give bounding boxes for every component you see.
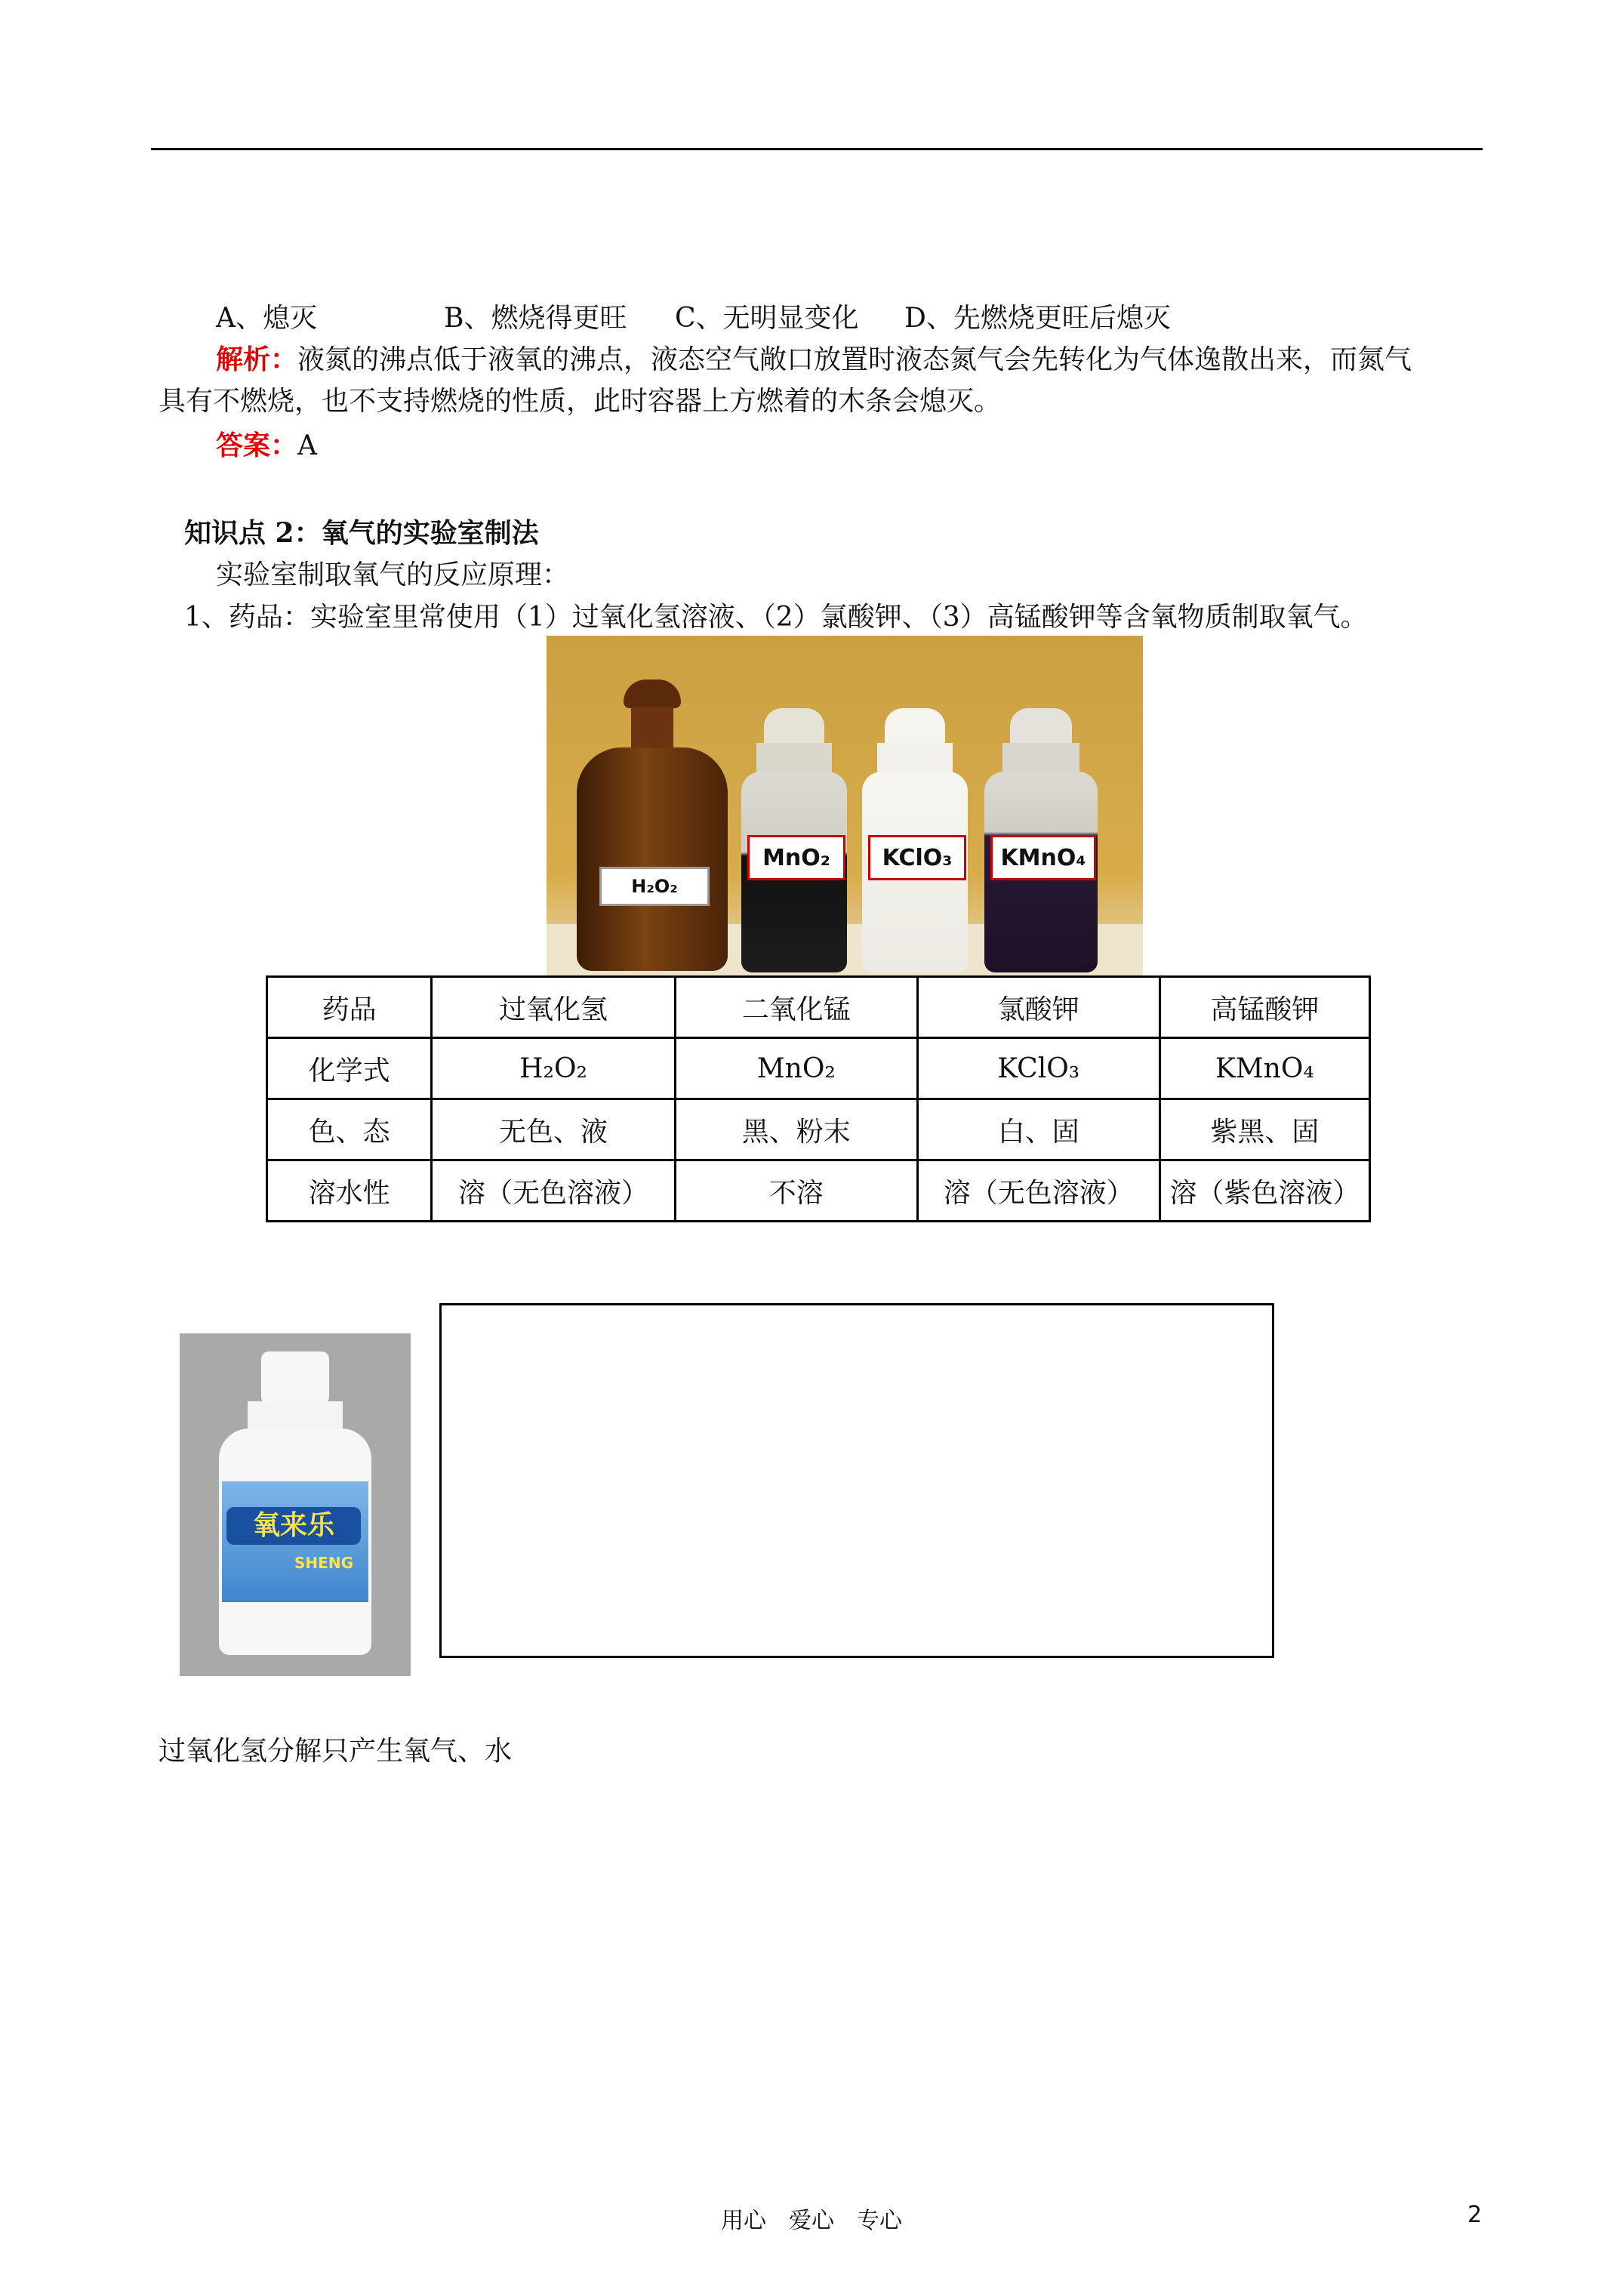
footer-motto: 用心 爱心 专心 [721, 2208, 902, 2234]
answer-value: A [297, 430, 318, 461]
empty-box [439, 1303, 1274, 1658]
option-a: A、熄灭 [216, 303, 317, 334]
table-cell: 无色、液 [432, 1099, 676, 1160]
product-brand: 氧来乐 [226, 1507, 361, 1545]
table-cell: H₂O₂ [432, 1038, 676, 1099]
table-cell: 紫黑、固 [1160, 1099, 1369, 1160]
mno2-bottle [741, 708, 847, 974]
table-cell: MnO₂ [675, 1038, 917, 1099]
table-cell: 色、态 [267, 1099, 432, 1160]
section-title: 知识点 2：氧气的实验室制法 [184, 517, 539, 549]
table-cell: 不溶 [675, 1160, 917, 1222]
item-1-line: 1、药品：实验室里常使用（1）过氧化氢溶液、（2）氯酸钾、（3）高锰酸钾等含氧物质制取氧气。 [184, 602, 1368, 633]
chemicals-table [266, 975, 1371, 1222]
table-cell: KMnO₄ [1160, 1038, 1369, 1099]
option-c: C、无明显变化 [675, 303, 859, 334]
analysis-label: 解析： [216, 344, 298, 375]
product-photo [180, 1333, 411, 1676]
table-row [267, 1038, 1370, 1099]
table-cell: 氯酸钾 [917, 977, 1160, 1038]
product-sub: SHENG [294, 1554, 353, 1572]
analysis-text-2: 具有不燃烧，也不支持燃烧的性质，此时容器上方燃着的木条会熄灭。 [159, 386, 1002, 417]
kmno4-label: KMnO₄ [990, 835, 1096, 880]
kclo3-bottle [862, 708, 968, 974]
bottle-cap [261, 1351, 329, 1404]
option-d: D、先燃烧更旺后熄灭 [904, 303, 1171, 334]
table-cell: 溶（无色溶液） [917, 1160, 1160, 1222]
conclusion-line: 过氧化氢分解只产生氧气、水 [159, 1736, 513, 1767]
table-cell: 黑、粉末 [675, 1099, 917, 1160]
table-cell: 溶（无色溶液） [432, 1160, 676, 1222]
table-cell: 过氧化氢 [432, 977, 676, 1038]
h2o2-bottle [577, 680, 728, 974]
table-cell: 溶水性 [267, 1160, 432, 1222]
bottle-neck [248, 1401, 343, 1432]
table-cell: 高锰酸钾 [1160, 977, 1369, 1038]
table-cell: 白、固 [917, 1099, 1160, 1160]
answer-line [216, 424, 317, 467]
table-row [267, 1099, 1370, 1160]
table-row [267, 1160, 1370, 1222]
page-number: 2 [1467, 2202, 1483, 2228]
kclo3-label: KClO₃ [868, 835, 966, 880]
table-cell: KClO₃ [917, 1038, 1160, 1099]
chemicals-photo [547, 636, 1143, 977]
table-cell: 二氧化锰 [675, 977, 917, 1038]
analysis-text-1: 液氮的沸点低于液氧的沸点，液态空气敞口放置时液态氮气会先转化为气体逸散出来，而氮气 [297, 344, 1412, 375]
table-cell: 药品 [267, 977, 432, 1038]
option-b: B、燃烧得更旺 [444, 303, 627, 334]
kmno4-bottle [984, 708, 1098, 974]
h2o2-label: H₂O₂ [599, 867, 710, 906]
answer-label: 答案： [216, 430, 298, 461]
analysis-line-1 [216, 338, 1412, 381]
table-cell: 溶（紫色溶液） [1160, 1160, 1369, 1222]
principle-line: 实验室制取氧气的反应原理： [216, 559, 570, 590]
mno2-label: MnO₂ [747, 835, 845, 880]
table-cell: 化学式 [267, 1038, 432, 1099]
header-rule [151, 148, 1483, 150]
table-row [267, 977, 1370, 1038]
